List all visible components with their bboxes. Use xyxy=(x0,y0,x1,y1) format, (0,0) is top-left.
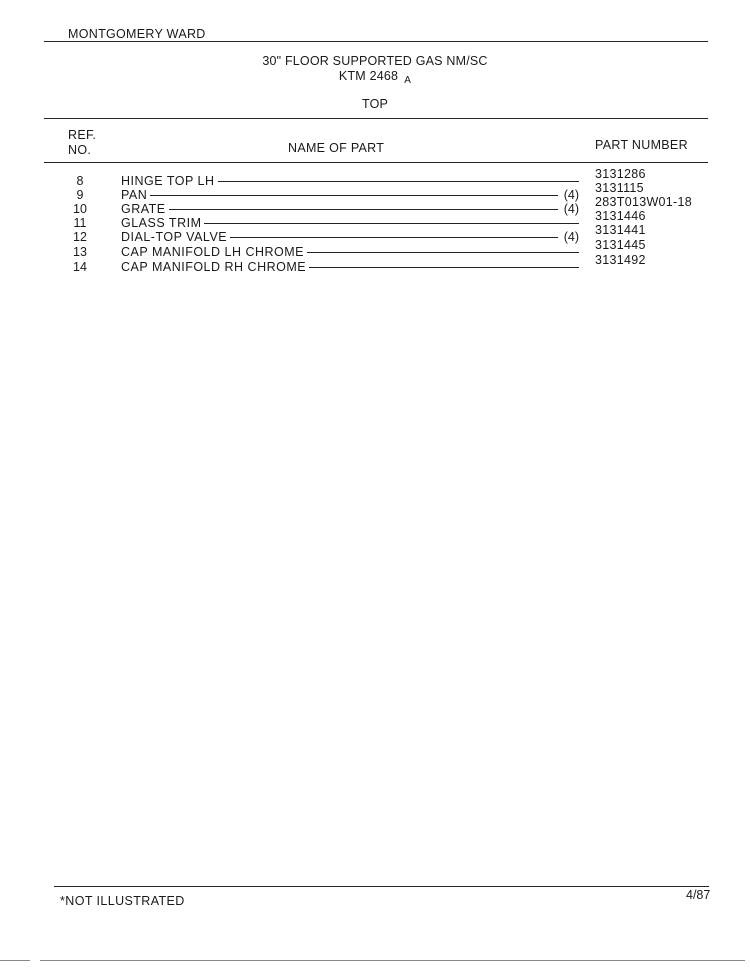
part-name: CAP MANIFOLD LH CHROME xyxy=(121,245,305,259)
part-name: PAN xyxy=(121,188,148,202)
leader-line xyxy=(307,252,579,253)
part-name-cell xyxy=(121,174,579,188)
part-name-cell xyxy=(121,202,579,216)
ref-number: 11 xyxy=(73,216,87,230)
table-row xyxy=(0,253,750,274)
part-name: HINGE TOP LH xyxy=(121,174,215,188)
part-name: GLASS TRIM xyxy=(121,216,202,230)
footnote: *NOT ILLUSTRATED xyxy=(60,894,185,908)
leader-line xyxy=(204,223,579,224)
model-line xyxy=(0,69,750,86)
leader-line xyxy=(150,195,557,196)
ref-number: 14 xyxy=(73,260,87,274)
page-bottom-rule xyxy=(40,960,745,961)
part-number: 3131286 xyxy=(595,167,646,181)
part-number: 3131445 xyxy=(595,238,646,252)
part-number: 283T013W01-18 xyxy=(595,195,693,209)
part-name: CAP MANIFOLD RH CHROME xyxy=(121,260,307,274)
section-title: TOP xyxy=(361,97,389,111)
leader-line xyxy=(218,181,579,182)
ref-number: 13 xyxy=(73,245,87,259)
revision-date: 4/87 xyxy=(686,888,711,902)
table-top-rule xyxy=(44,118,708,119)
quantity: (4) xyxy=(563,188,579,202)
part-name-cell xyxy=(121,188,579,202)
brand-name: MONTGOMERY WARD xyxy=(68,27,206,41)
part-number: 3131115 xyxy=(595,181,644,195)
table-header-rule xyxy=(44,162,708,163)
footer-rule xyxy=(54,886,709,887)
name-of-part-header: NAME OF PART xyxy=(288,141,385,155)
ref-number: 9 xyxy=(76,188,84,202)
ref-number: 8 xyxy=(76,174,84,188)
leader-line xyxy=(230,237,558,238)
part-name: DIAL-TOP VALVE xyxy=(121,230,228,244)
model-number: KTM 2468 xyxy=(338,69,399,83)
part-number: 3131446 xyxy=(595,209,646,223)
part-name: GRATE xyxy=(121,202,166,216)
header-rule xyxy=(44,41,708,42)
document-title: 30" FLOOR SUPPORTED GAS NM/SC xyxy=(262,54,488,68)
revision-mark: A xyxy=(404,75,412,86)
quantity: (4) xyxy=(563,230,579,244)
part-name-cell xyxy=(121,230,579,244)
part-name-cell xyxy=(121,216,579,230)
ref-number: 12 xyxy=(73,230,87,244)
ref-number: 10 xyxy=(73,202,87,216)
ref-header-line2: NO. xyxy=(68,143,92,157)
quantity: (4) xyxy=(563,202,579,216)
part-number: 3131492 xyxy=(595,253,646,267)
leader-line xyxy=(309,267,579,268)
ref-no-header xyxy=(68,128,96,158)
page-bottom-mark xyxy=(0,960,30,961)
part-name-cell xyxy=(121,260,579,274)
leader-line xyxy=(169,209,558,210)
part-number-header: PART NUMBER xyxy=(595,138,688,152)
part-number: 3131441 xyxy=(595,223,646,237)
ref-header-line1: REF. xyxy=(68,128,97,142)
part-name-cell xyxy=(121,245,579,259)
